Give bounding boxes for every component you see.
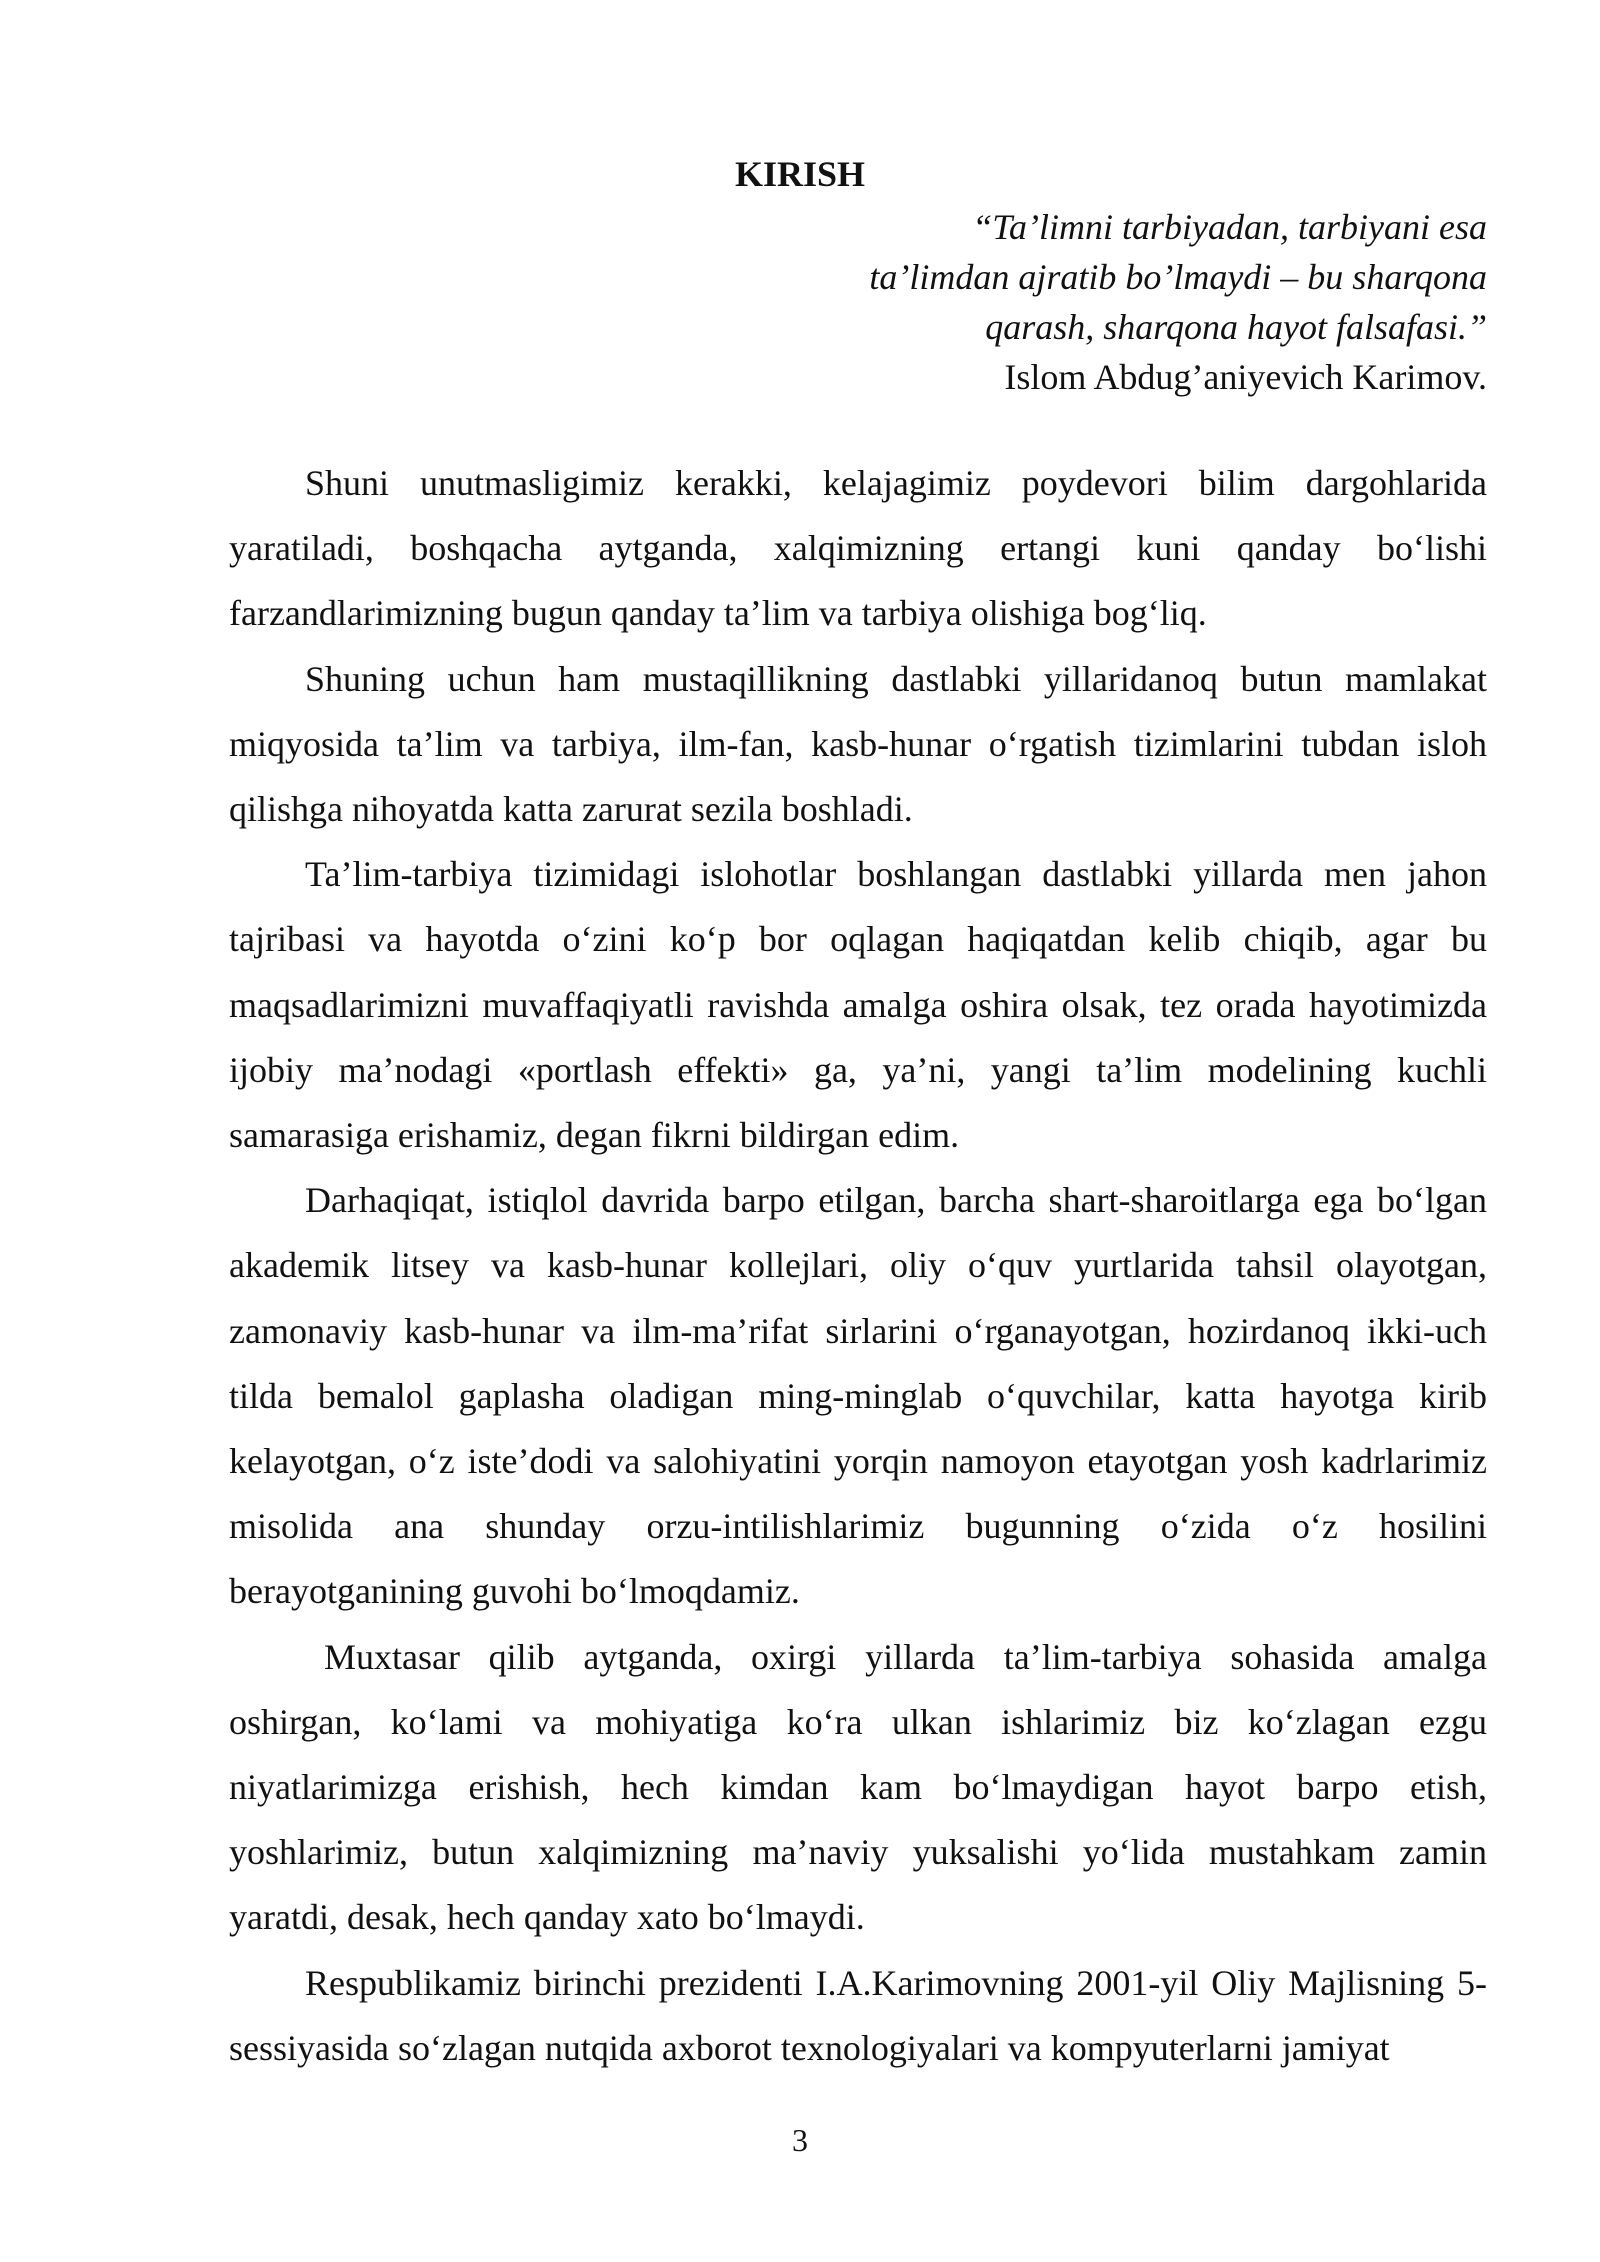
epigraph-line: qarash, sharqona hayot falsafasi.”	[985, 307, 1487, 347]
page-number: 3	[792, 2122, 808, 2158]
epigraph-author: Islom Abdug’aniyevich Karimov.	[1004, 357, 1487, 397]
paragraph: Respublikamiz birinchi prezidenti I.A.Karimovning 2001-yil Oliy Majlisning 5-sessiyasida soʻzlagan nutqida axborot texnologiyalari va kompyuterlarni jamiyat	[229, 1962, 1487, 2068]
epigraph-line: ta’limdan ajratib bo’lmaydi – bu sharqona	[869, 257, 1487, 297]
paragraph: Shuni unutmasligimiz kerakki, kelajagimiz poydevori bilim dargohlarida yaratiladi, boshqacha aytganda, xalqimizning ertangi kuni qanday boʻlishi farzandlarimizning bugun qanday taʼlim va tarbiya olishiga bogʻliq.	[229, 463, 1487, 634]
body-text	[229, 451, 1487, 2081]
epigraph-line: “Ta’limni tarbiyadan, tarbiyani esa	[972, 207, 1487, 247]
paragraph: Muxtasar qilib aytganda, oxirgi yillarda ta’lim-tarbiya sohasida amalga oshirgan, koʻlami va mohiyatiga koʻra ulkan ishlarimiz biz koʻzlagan ezgu niyatlarimizga erishish, hech kimdan kam boʻlmaydigan hayot barpo etish, yoshlarimiz, butun xalqimizning ma’naviy yuksalishi yoʻlida mustahkam zamin yaratdi, desak, hech qanday xato boʻlmaydi.	[229, 1636, 1487, 1938]
paragraph: Ta’lim-tarbiya tizimidagi islohotlar boshlangan dastlabki yillarda men jahon tajribasi va hayotda oʻzini koʻp bor oqlagan haqiqatdan kelib chiqib, agar bu maqsadlarimizni muvaffaqiyatli ravishda amalga oshira olsak, tez orada hayotimizda ijobiy ma’nodagi «portlash effekti» ga, ya’ni, yangi ta’lim modelining kuchli samarasiga erishamiz, degan fikrni bildirgan edim.	[229, 854, 1487, 1156]
paragraph: Darhaqiqat, istiqlol davrida barpo etilgan, barcha shart-sharoitlarga ega boʻlgan akademik litsey va kasb-hunar kollejlari, oliy oʻquv yurtlarida tahsil olayotgan, zamonaviy kasb-hunar va ilm-ma’rifat sirlarini oʻrganayotgan, hozirdanoq ikki-uch tilda bemalol gaplasha oladigan ming-minglab oʻquvchilar, katta hayotga kirib kelayotgan, oʻz iste’dodi va salohiyatini yorqin namoyon etayotgan yosh kadrlarimiz misolida ana shunday orzu-intilishlarimiz bugunning oʻzida oʻz hosilini berayotganining guvohi boʻlmoqdamiz.	[229, 1180, 1487, 1612]
paragraph: Shuning uchun ham mustaqillikning dastlabki yillaridanoq butun mamlakat miqyosida ta’lim va tarbiya, ilm-fan, kasb-hunar oʻrgatish tizimlarini tubdan isloh qilishga nihoyatda katta zarurat sezila boshladi.	[229, 658, 1487, 830]
section-title: KIRISH	[734, 154, 866, 194]
epigraph	[587, 202, 1487, 402]
